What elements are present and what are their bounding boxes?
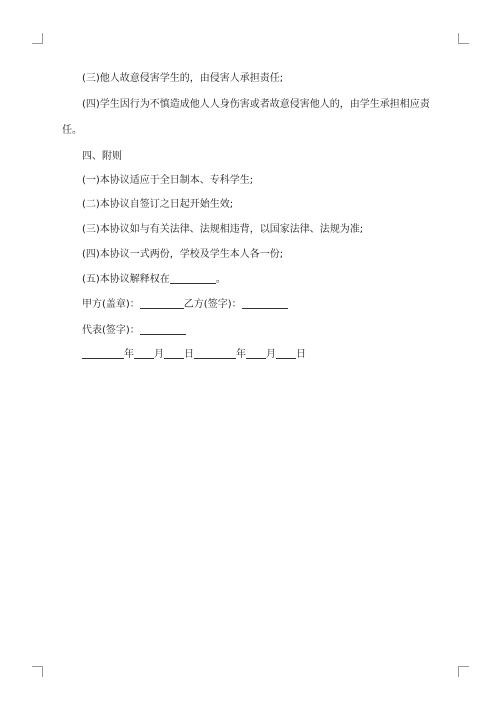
- margin-corner-mark: [458, 666, 469, 677]
- margin-corner-mark: [32, 666, 43, 677]
- year-blank: [194, 348, 236, 359]
- clause-interpretation-text: (五)本协议解释权在: [82, 274, 170, 285]
- clause-copies: (四)本协议一式两份，学校及学生本人各一份;: [82, 249, 284, 260]
- year-label: 年: [124, 349, 134, 360]
- day-label: 日: [296, 349, 306, 360]
- clause-interpretation: [82, 273, 462, 286]
- day-blank: [276, 348, 296, 359]
- clause-third-party: (三)他人故意侵害学生的，由侵害人承担责任;: [82, 73, 284, 84]
- section-heading: 四、附则: [82, 151, 122, 162]
- month-label: 月: [266, 349, 276, 360]
- month-blank: [134, 348, 154, 359]
- signature-dates: [82, 348, 462, 361]
- clause-interpretation-end: 。: [215, 274, 226, 285]
- party-a-label: 甲方(盖章)：: [82, 299, 140, 310]
- year-blank: [82, 348, 124, 359]
- year-label: 年: [236, 349, 246, 360]
- day-label: 日: [184, 349, 194, 360]
- party-b-blank: [242, 298, 288, 309]
- party-b-label: 乙方(签字)：: [183, 299, 242, 310]
- month-blank: [246, 348, 266, 359]
- clause-effective: (二)本协议自签订之日起开始生效;: [82, 199, 234, 210]
- clause-scope: (一)本协议适应于全日制本、专科学生;: [82, 175, 254, 186]
- representative-blank: [140, 324, 186, 335]
- signature-representative: [82, 324, 462, 337]
- interpretation-blank: [170, 273, 216, 284]
- clause-student-fault-continued: 任。: [62, 125, 82, 136]
- party-a-blank: [140, 298, 184, 309]
- margin-corner-mark: [458, 33, 469, 44]
- margin-corner-mark: [32, 33, 43, 44]
- clause-student-fault: (四)学生因行为不慎造成他人人身伤害或者故意侵害他人的，由学生承担相应责: [82, 99, 430, 110]
- signature-parties: [82, 298, 462, 311]
- day-blank: [164, 348, 184, 359]
- clause-law-priority: (三)本协议如与有关法律、法规相违背，以国家法律、法规为准;: [82, 224, 364, 235]
- month-label: 月: [154, 349, 164, 360]
- representative-label: 代表(签字)：: [82, 325, 140, 336]
